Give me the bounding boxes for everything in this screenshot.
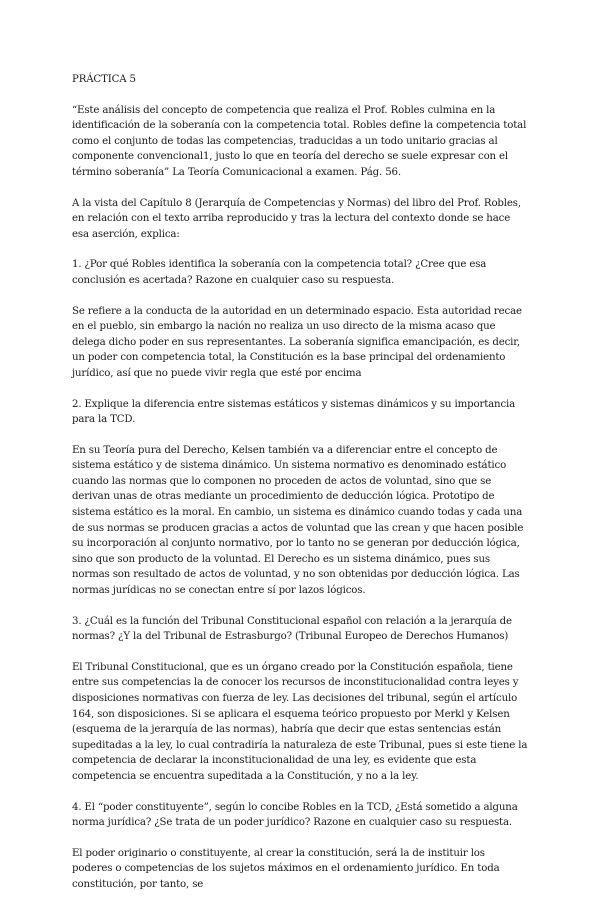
- instruction-paragraph: A la vista del Capítulo 8 (Jerarquía de Competencias y Normas) del libro del Prof. Robles, en relación con el texto arriba reproducido y tras la lectura del contexto donde se hace esa aserción, explica:: [72, 197, 521, 240]
- document-title: PRÁCTICA 5: [72, 74, 136, 85]
- document-page: [72, 72, 528, 908]
- question-3: 3. ¿Cuál es la función del Tribunal Constitucional español con relación a la jerarquía de normas? ¿Y la del Tribunal de Estrasburgo? (Tribunal Europeo de Derechos Humanos): [72, 615, 512, 643]
- question-1: 1. ¿Por qué Robles identifica la soberanía con la competencia total? ¿Cree que esa conclusión es acertada? Razone en cualquier caso su respuesta.: [72, 259, 487, 286]
- intro-quote-paragraph: “Este análisis del concepto de competencia que realiza el Prof. Robles culmina en la identificación de la soberanía con la competencia total. Robles define la competencia total como el conjunto de todas las competencias, traducidas a un todo unitario gracias al componente convencional1, justo lo que en teoría del derecho se suele expresar con el término soberanía” La Teoría Comunicacional a examen. Pág. 56.: [72, 104, 527, 178]
- answer-2: En su Teoría pura del Derecho, Kelsen también va a diferenciar entre el concepto de sistema estático y de sistema dinámico. Un sistema normativo es denominado estático cuando las normas que lo componen no proceden de actos de voluntad, sino que se derivan unas de otras mediante un procedimiento de deducción lógica. Prototipo de sistema estático es la moral. En cambio, un sistema es dinámico cuando todas y cada una de sus normas se producen gracias a actos de voluntad que las crean y que hacen posible su incorporación al conjunto normativo, por lo tanto no se generan por deducción lógica, sino que son producto de la voluntad. El Derecho es un sistema dinámico, pues sus normas son resultado de actos de voluntad, y no son obtenidas por deducción lógica. Las normas jurídicas no se conectan entre sí por lazos lógicos.: [72, 444, 524, 597]
- answer-3: El Tribunal Constitucional, que es un órgano creado por la Constitución española, tiene entre sus competencias la de conocer los recursos de inconstitucionalidad contra leyes y disposiciones normativas con fuerza de ley. Las decisiones del tribunal, según el artículo 164, son disposiciones. Si se aplicara el esquema teórico propuesto por Merkl y Kelsen (esquema de la jerarquía de las normas), habría que decir que estas sentencias están supeditadas a la ley, lo cual contradiría la naturaleza de este Tribunal, pues si este tiene la competencia de declarar la inconstitucionalidad de una ley, es evidente que esta competencia se encuentra supeditada a la Constitución, y no a la ley.: [72, 661, 528, 782]
- answer-4: El poder originario o constituyente, al crear la constitución, será la de instituir los poderes o competencias de los sujetos máximos en el ordenamiento jurídico. En toda constitución, por tanto, se: [72, 847, 500, 890]
- question-4: 4. El “poder constituyente”, según lo concibe Robles en la TCD, ¿Está sometido a alguna norma jurídica? ¿Se trata de un poder jurídico? Razone en cualquier caso su respuesta.: [72, 801, 518, 829]
- question-2: 2. Explique la diferencia entre sistemas estáticos y sistemas dinámicos y su importancia para la TCD.: [72, 398, 516, 426]
- answer-1: Se refiere a la conducta de la autoridad en un determinado espacio. Esta autoridad recae en el pueblo, sin embargo la nación no realiza un uso directo de la misma acaso que delega dicho poder en sus representantes. La soberanía significa emancipación, es decir, un poder con competencia total, la Constitución es la base principal del ordenamiento jurídico, así que no puede vivir regla que esté por encima: [72, 305, 522, 379]
